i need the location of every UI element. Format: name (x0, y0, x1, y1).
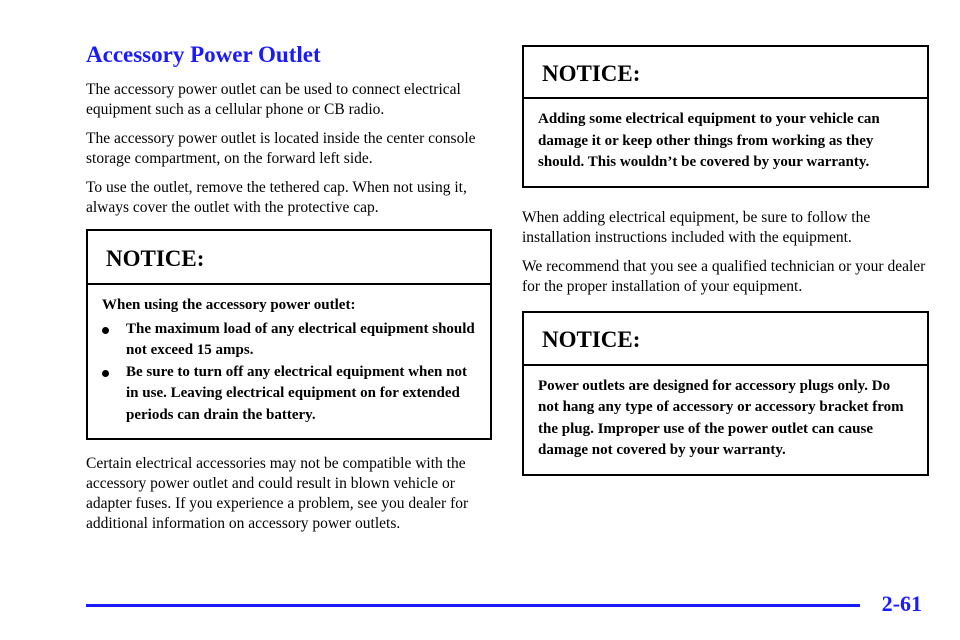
notice-body (524, 99, 927, 186)
compatibility-paragraph: Certain electrical accessories may not be compatible with the accessory power outlet and could result in blown vehicle or adapter fuses. If you experience a problem, see you dealer for additional information on accessory power outlets. (86, 455, 469, 532)
notice-heading: NOTICE: (524, 47, 927, 99)
installation-paragraph: When adding electrical equipment, be sure to follow the installation instructions included with the equipment. (522, 208, 871, 246)
notice-body (88, 285, 490, 438)
notice-bullet-list (102, 319, 476, 427)
technician-paragraph: We recommend that you see a qualified technician or your dealer for the proper installation of your equipment. (522, 257, 926, 295)
bullet-icon (102, 327, 109, 334)
notice-body (524, 366, 927, 474)
notice-heading: NOTICE: (524, 313, 927, 366)
section-title: Accessory Power Outlet (86, 42, 321, 67)
notice-bullet-item (102, 319, 476, 362)
location-paragraph: The accessory power outlet is located inside the center console storage compartment, on the forward left side. (86, 130, 476, 167)
notice-box-usage (86, 229, 492, 440)
footer-rule (86, 604, 860, 607)
notice-bullet-text: The maximum load of any electrical equipment should not exceed 15 amps. (126, 320, 475, 358)
notice-bullet-text: Be sure to turn off any electrical equipment when not in use. Leaving electrical equipment on for extended periods can drain the battery. (126, 363, 467, 423)
bullet-icon (102, 370, 109, 377)
usage-paragraph: To use the outlet, remove the tethered cap. When not using it, always cover the outlet with the protective cap. (86, 179, 467, 216)
page-number: 2-61 (881, 591, 922, 616)
intro-paragraph: The accessory power outlet can be used to connect electrical equipment such as a cellular phone or CB radio. (86, 81, 461, 118)
notice-box-plugs (522, 311, 929, 476)
notice-bullet-item (102, 362, 476, 427)
left-column (86, 40, 494, 543)
notice-box-warranty (522, 45, 929, 188)
notice-intro: When using the accessory power outlet: (102, 297, 356, 313)
right-column (522, 45, 930, 476)
notice-heading: NOTICE: (88, 231, 490, 285)
notice-text: Power outlets are designed for accessory plugs only. Do not hang any type of accessory or accessory bracket from the plug. Improper use of the power outlet can cause damage not covered by your warranty. (538, 377, 904, 458)
notice-text: Adding some electrical equipment to your vehicle can damage it or keep other things from working as they should. This wouldn’t be covered by your warranty. (538, 111, 880, 170)
